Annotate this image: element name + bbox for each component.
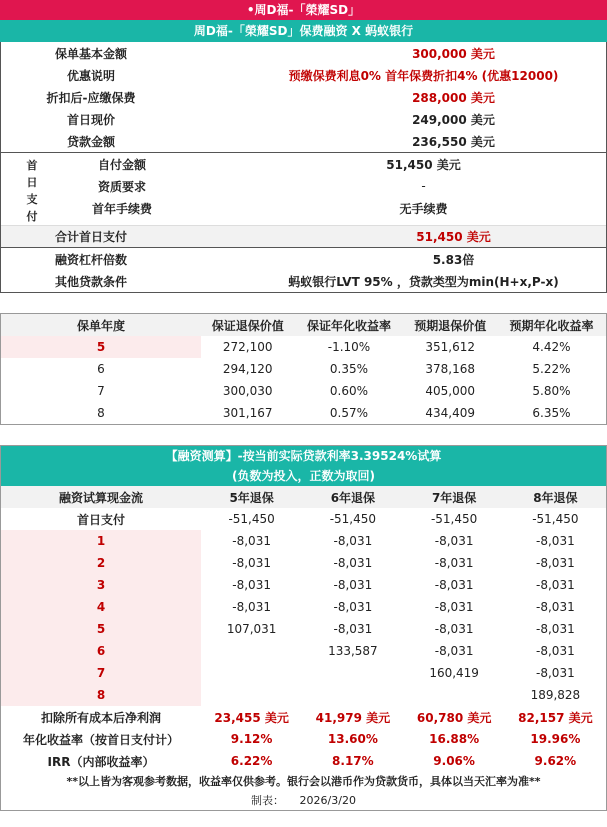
surrender-cell: 300,030 bbox=[222, 384, 273, 398]
summary-section bbox=[0, 42, 607, 152]
financing-cell: -8,031 bbox=[536, 578, 575, 592]
financing-row bbox=[1, 596, 606, 618]
result-value: 9.12% bbox=[230, 732, 273, 746]
summary-row-cash-value bbox=[1, 108, 606, 130]
result-value: 6.22% bbox=[230, 754, 273, 768]
surrender-cell: 6.35% bbox=[532, 406, 571, 420]
financing-row bbox=[1, 618, 606, 640]
summary-row-net-premium bbox=[1, 86, 606, 108]
financing-section bbox=[0, 445, 607, 811]
financing-cell: -8,031 bbox=[536, 644, 575, 658]
financing-cell bbox=[404, 684, 505, 706]
maker-date: 2026/3/20 bbox=[299, 794, 356, 807]
first-pay-detail bbox=[1, 153, 606, 225]
surrender-cell: -1.10% bbox=[327, 340, 371, 354]
leverage-section bbox=[0, 248, 607, 293]
financing-header: 融资试算现金流 bbox=[58, 490, 143, 505]
financing-row bbox=[1, 508, 606, 530]
financing-cell: -8,031 bbox=[333, 578, 373, 592]
financing-row bbox=[1, 684, 606, 706]
result-value: 41,979 美元 bbox=[315, 710, 391, 725]
financing-cell: -8,031 bbox=[232, 534, 271, 548]
financing-result-row bbox=[1, 706, 606, 728]
vertical-char: 日 bbox=[26, 176, 38, 189]
financing-cell: -8,031 bbox=[536, 666, 575, 680]
surrender-cell: 5.22% bbox=[532, 362, 571, 376]
financing-cell bbox=[302, 662, 403, 684]
financing-cell: -8,031 bbox=[333, 622, 373, 636]
result-value: 23,455 美元 bbox=[214, 710, 289, 725]
surrender-cell: 0.60% bbox=[329, 384, 369, 398]
surrender-cell: 4.42% bbox=[532, 340, 571, 354]
surrender-header: 预期退保价值 bbox=[414, 318, 487, 333]
surrender-cell: 0.35% bbox=[329, 362, 369, 376]
surrender-cell: 301,167 bbox=[222, 406, 273, 420]
first-pay-total-label: 合计首日支付 bbox=[54, 230, 127, 244]
surrender-header-row bbox=[1, 314, 606, 336]
financing-year: 2 bbox=[1, 552, 201, 574]
financing-cell bbox=[302, 684, 403, 706]
financing-cell bbox=[201, 684, 302, 706]
summary-value: 288,000 美元 bbox=[412, 90, 495, 105]
summary-value: 预缴保费利息0% 首年保费折扣4% (优惠12000) bbox=[288, 68, 559, 83]
financing-header: 7年退保 bbox=[431, 490, 477, 505]
surrender-year: 5 bbox=[1, 336, 201, 358]
surrender-table-wrap bbox=[0, 313, 607, 425]
surrender-row bbox=[1, 336, 606, 358]
financing-cell bbox=[201, 640, 302, 662]
sub-title: 周D福-「榮耀SD」保费融资 X 蚂蚁银行 bbox=[0, 20, 607, 42]
maker-line bbox=[1, 792, 606, 810]
leverage-value: 5.83倍 bbox=[432, 252, 475, 267]
financing-table bbox=[1, 486, 606, 772]
financing-cell: -8,031 bbox=[434, 600, 474, 614]
financing-row-label: 首日支付 bbox=[76, 512, 125, 527]
leverage-label: 融资杠杆倍数 bbox=[54, 252, 127, 267]
financing-year: 1 bbox=[1, 530, 201, 552]
first-pay-section bbox=[0, 152, 607, 248]
surrender-table bbox=[1, 314, 606, 424]
financing-row bbox=[1, 530, 606, 552]
summary-row-discount bbox=[1, 64, 606, 86]
surrender-header: 预期年化收益率 bbox=[509, 318, 594, 333]
surrender-row bbox=[1, 358, 606, 380]
financing-year: 4 bbox=[1, 596, 201, 618]
financing-cell: -51,450 bbox=[228, 512, 275, 526]
summary-label: 贷款金额 bbox=[66, 134, 115, 149]
summary-label: 折扣后-应缴保费 bbox=[46, 90, 136, 105]
first-pay-value: 无手续费 bbox=[399, 201, 448, 216]
financing-cell: -8,031 bbox=[536, 600, 575, 614]
summary-value: 249,000 美元 bbox=[412, 112, 495, 127]
financing-header: 5年退保 bbox=[229, 490, 274, 505]
surrender-cell: 351,612 bbox=[425, 340, 476, 354]
financing-header: 6年退保 bbox=[330, 490, 376, 505]
result-label: IRR（内部收益率） bbox=[47, 754, 155, 769]
financing-header: 8年退保 bbox=[533, 490, 578, 505]
financing-cell: -8,031 bbox=[434, 534, 474, 548]
surrender-row bbox=[1, 402, 606, 424]
financing-cell: -8,031 bbox=[536, 534, 575, 548]
result-value: 60,780 美元 bbox=[416, 710, 492, 725]
surrender-header: 保证年化收益率 bbox=[306, 318, 391, 333]
financing-cell: -8,031 bbox=[333, 534, 373, 548]
first-pay-total-row bbox=[1, 225, 606, 247]
surrender-year: 7 bbox=[97, 384, 105, 398]
surrender-header: 保单年度 bbox=[76, 318, 125, 333]
financing-cell: -8,031 bbox=[232, 556, 271, 570]
financing-cell: -8,031 bbox=[536, 556, 575, 570]
surrender-year: 6 bbox=[97, 362, 105, 376]
financing-row bbox=[1, 662, 606, 684]
surrender-cell: 405,000 bbox=[425, 384, 476, 398]
first-pay-row bbox=[63, 175, 606, 197]
disclaimer-note: **以上皆为客观参考数据，收益率仅供参考。银行会以港币作为贷款货币，具体以当天汇率为准** bbox=[66, 775, 541, 788]
result-label: 扣除所有成本后净利润 bbox=[40, 710, 161, 725]
financing-title: 【融资测算】-按当前实际贷款利率3.39524%试算 bbox=[1, 446, 606, 466]
surrender-cell: 294,120 bbox=[222, 362, 273, 376]
surrender-cell: 5.80% bbox=[532, 384, 571, 398]
financing-cell: -8,031 bbox=[434, 556, 474, 570]
result-value: 8.17% bbox=[332, 754, 374, 768]
result-value: 82,157 美元 bbox=[518, 710, 593, 725]
financing-cell: 189,828 bbox=[530, 688, 581, 702]
financing-cell bbox=[201, 662, 302, 684]
spacer bbox=[0, 425, 607, 445]
financing-year: 5 bbox=[1, 618, 201, 640]
first-pay-label: 资质要求 bbox=[97, 179, 146, 194]
leverage-row bbox=[1, 248, 606, 270]
maker-label: 制表： bbox=[251, 794, 285, 807]
financing-cell: 160,419 bbox=[429, 666, 479, 680]
financing-cell: -51,450 bbox=[329, 512, 377, 526]
result-value: 19.96% bbox=[530, 732, 581, 746]
financing-year: 6 bbox=[1, 640, 201, 662]
first-pay-row bbox=[63, 197, 606, 219]
result-value: 9.62% bbox=[534, 754, 577, 768]
result-label: 年化收益率（按首日支付计） bbox=[22, 732, 179, 747]
summary-value: 300,000 美元 bbox=[412, 46, 495, 61]
first-pay-vertical-label bbox=[1, 153, 63, 225]
financing-cell: -51,450 bbox=[430, 512, 478, 526]
financing-row bbox=[1, 574, 606, 596]
first-pay-row bbox=[63, 153, 606, 175]
surrender-row bbox=[1, 380, 606, 402]
summary-label: 保单基本金额 bbox=[54, 46, 127, 61]
financing-row bbox=[1, 640, 606, 662]
financing-cell: -8,031 bbox=[434, 578, 474, 592]
financing-cell: -8,031 bbox=[333, 600, 373, 614]
financing-year: 7 bbox=[1, 662, 201, 684]
result-value: 16.88% bbox=[429, 732, 480, 746]
summary-label: 优惠说明 bbox=[66, 68, 115, 83]
financing-year: 8 bbox=[1, 684, 201, 706]
financing-cell: -8,031 bbox=[434, 622, 474, 636]
first-pay-label: 首年手续费 bbox=[91, 201, 152, 216]
financing-cell: -8,031 bbox=[434, 644, 474, 658]
main-title: •周D福-「榮耀SD」 bbox=[0, 0, 607, 20]
first-pay-value: 51,450 美元 bbox=[386, 157, 461, 172]
result-value: 9.06% bbox=[433, 754, 475, 768]
financing-result-row bbox=[1, 750, 606, 772]
first-pay-total-value: 51,450 美元 bbox=[416, 230, 491, 244]
summary-row-loan bbox=[1, 130, 606, 152]
financing-header-row bbox=[1, 486, 606, 508]
spacer bbox=[0, 293, 607, 313]
vertical-char: 首 bbox=[26, 159, 38, 172]
financing-cell: -8,031 bbox=[232, 578, 271, 592]
vertical-char: 支 bbox=[26, 193, 38, 206]
summary-row-base-amount bbox=[1, 42, 606, 64]
financing-cell: 107,031 bbox=[226, 622, 277, 636]
first-pay-label: 自付金额 bbox=[97, 157, 146, 172]
financing-result-row bbox=[1, 728, 606, 750]
financing-cell: -51,450 bbox=[532, 512, 579, 526]
financing-row bbox=[1, 552, 606, 574]
summary-label: 首日现价 bbox=[66, 112, 115, 127]
financing-year: 3 bbox=[1, 574, 201, 596]
vertical-char: 付 bbox=[26, 210, 38, 223]
surrender-header: 保证退保价值 bbox=[211, 318, 284, 333]
leverage-value: 蚂蚁银行LVT 95% ，贷款类型为min(H+x,P-x) bbox=[288, 274, 559, 289]
financing-cell: -8,031 bbox=[333, 556, 373, 570]
surrender-year: 8 bbox=[97, 406, 105, 420]
financing-subtitle: (负数为投入，正数为取回) bbox=[1, 466, 606, 486]
summary-value: 236,550 美元 bbox=[412, 134, 495, 149]
surrender-cell: 272,100 bbox=[222, 340, 273, 354]
financing-cell: -8,031 bbox=[536, 622, 575, 636]
result-value: 13.60% bbox=[327, 732, 378, 746]
leverage-label: 其他贷款条件 bbox=[54, 274, 127, 289]
financing-cell: -8,031 bbox=[232, 600, 271, 614]
surrender-cell: 434,409 bbox=[425, 406, 476, 420]
leverage-row bbox=[1, 270, 606, 292]
first-pay-value: - bbox=[421, 179, 426, 193]
surrender-cell: 378,168 bbox=[425, 362, 476, 376]
financing-cell: 133,587 bbox=[328, 644, 378, 658]
surrender-cell: 0.57% bbox=[329, 406, 369, 420]
